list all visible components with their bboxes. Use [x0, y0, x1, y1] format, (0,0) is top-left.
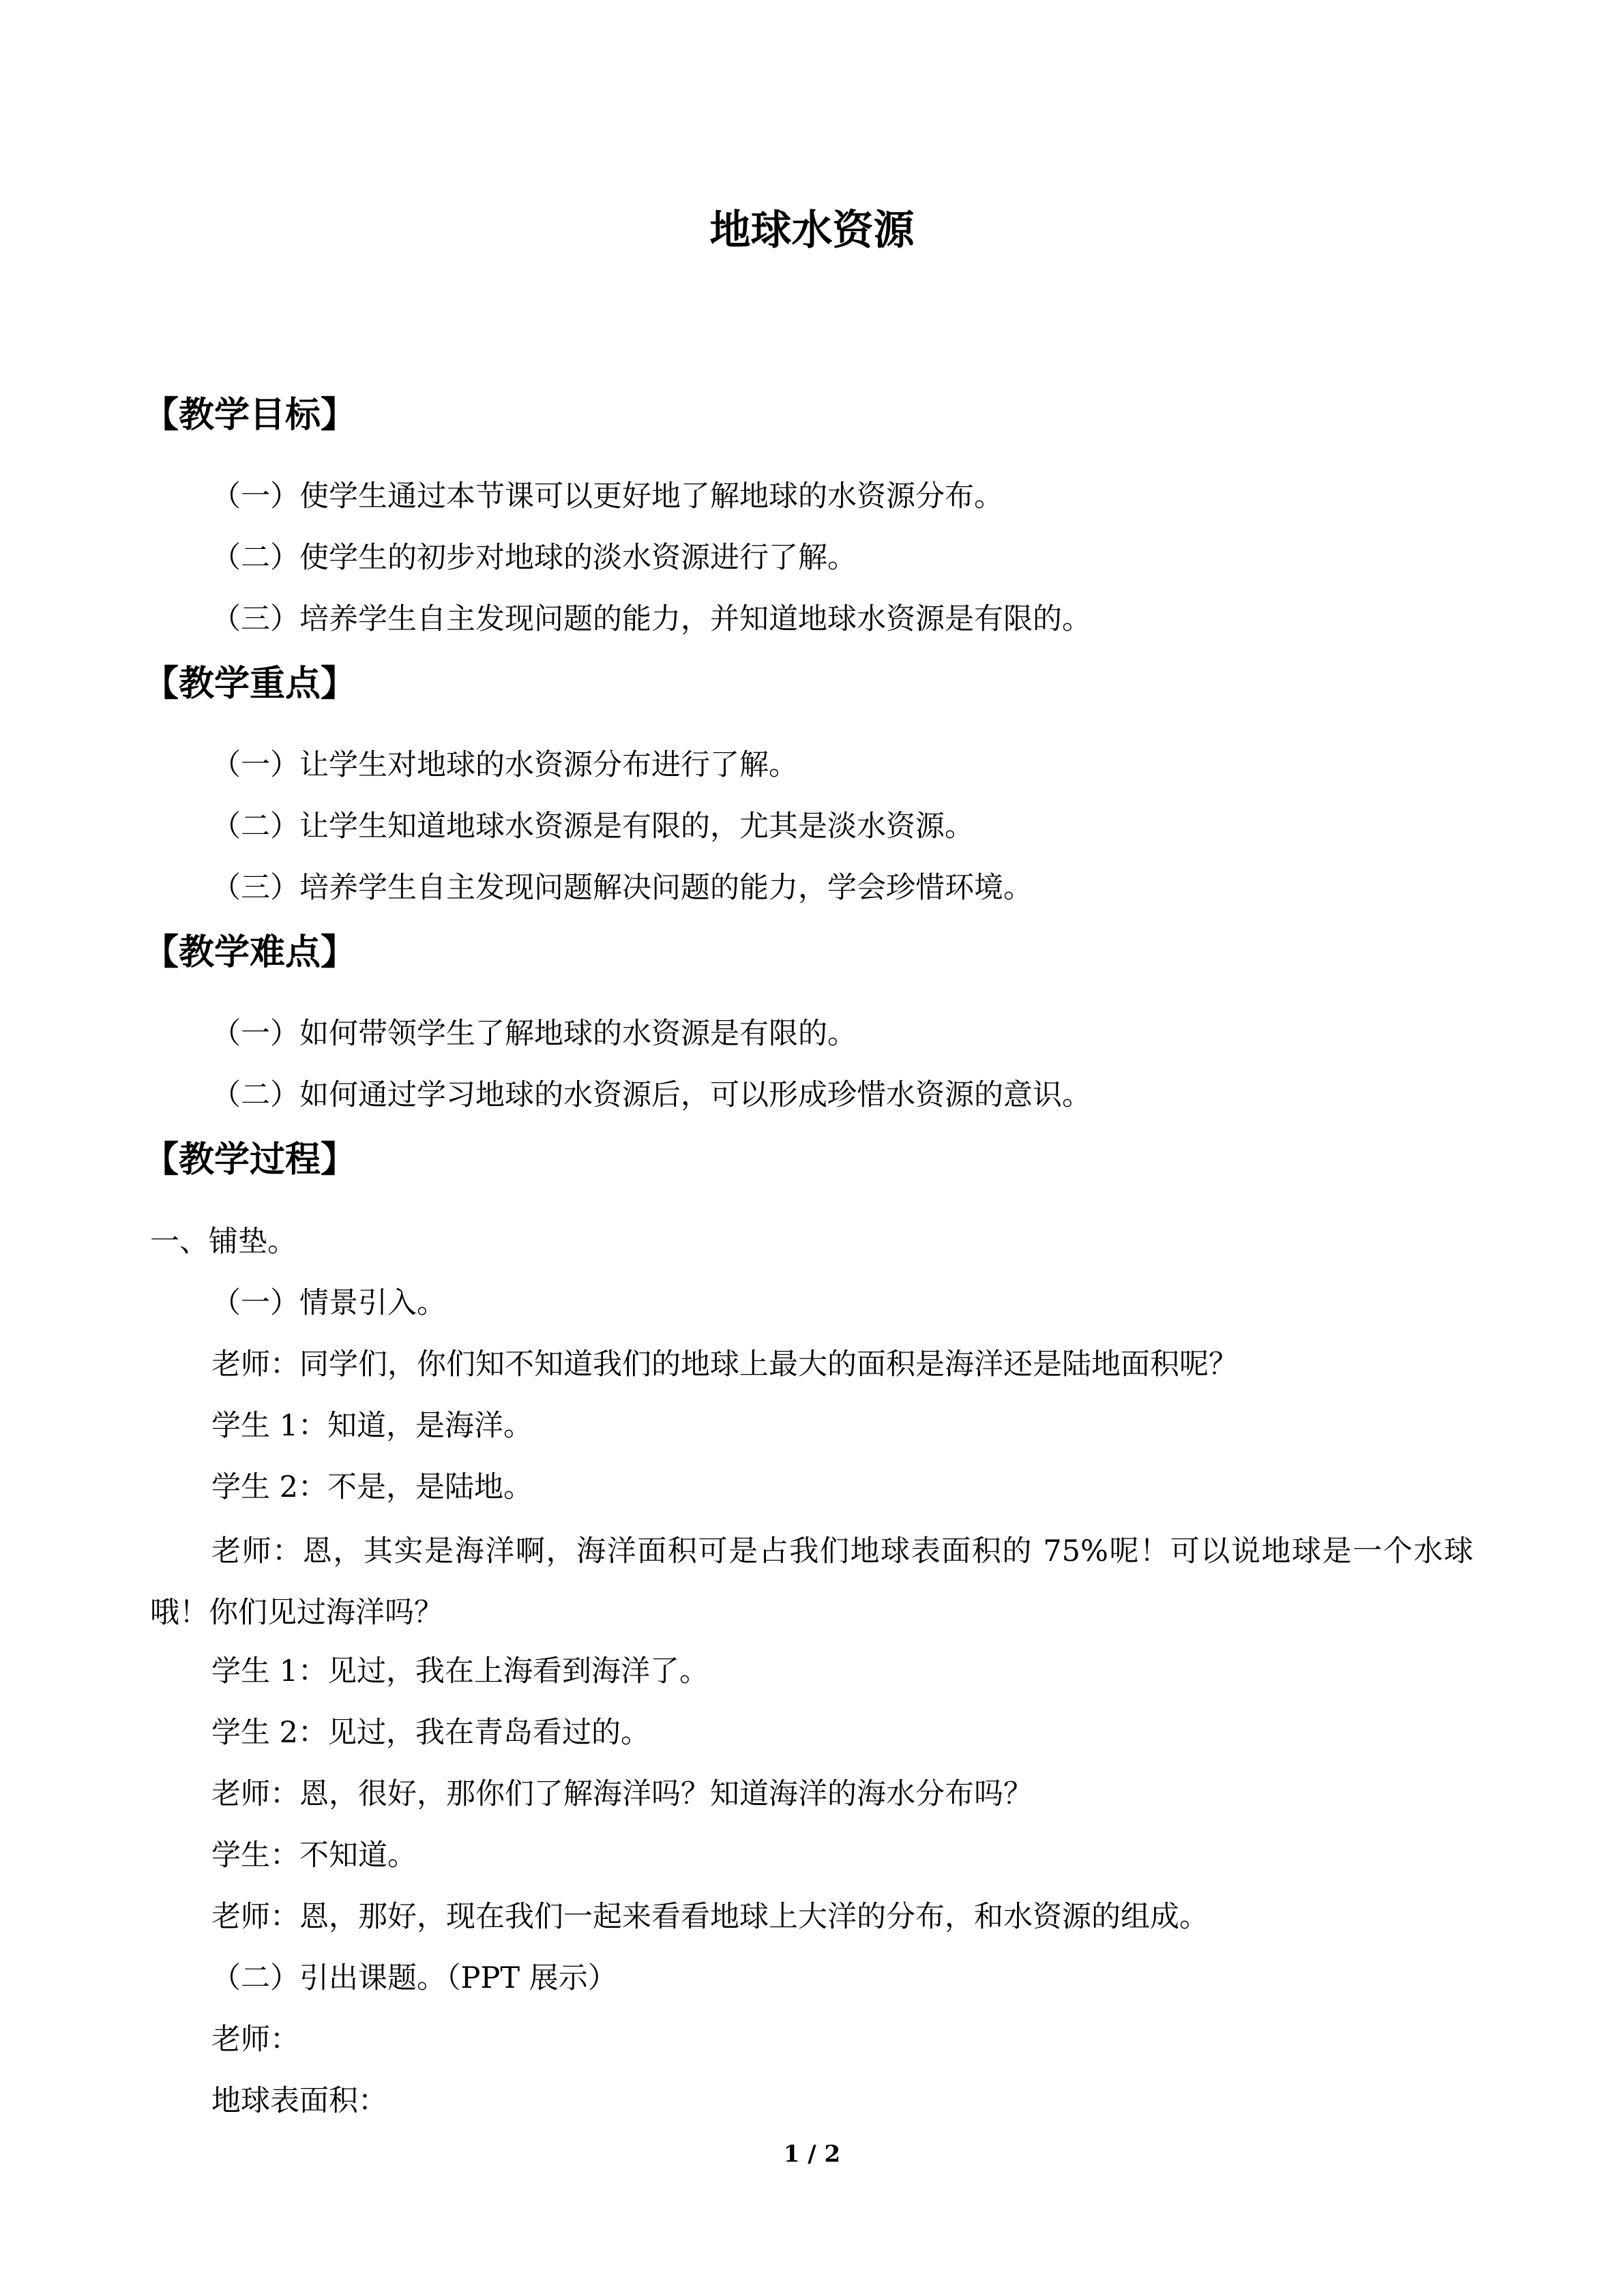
dialogue-line: 学生 1：见过，我在上海看到海洋了。 — [211, 1654, 709, 1688]
process-line: （一）情景引入。 — [211, 1286, 446, 1320]
difficulty-item: （一）如何带领学生了解地球的水资源是有限的。 — [211, 1017, 857, 1051]
dialogue-line: 老师：同学们，你们知不知道我们的地球上最大的面积是海洋还是陆地面积呢？ — [211, 1347, 1238, 1382]
objective-item: （二）使学生的初步对地球的淡水资源进行了解。 — [211, 541, 857, 575]
dialogue-line: 老师： — [211, 2023, 299, 2057]
page-title: 地球水资源 — [709, 207, 915, 254]
dialogue-line: 老师：恩，很好，那你们了解海洋吗？知道海洋的海水分布吗？ — [211, 1777, 1033, 1811]
dialogue-line: 学生 2：见过，我在青岛看过的。 — [211, 1716, 651, 1750]
difficulties-heading: 【教学难点】 — [143, 931, 357, 973]
process-line: （二）引出课题。（PPT 展示） — [211, 1961, 617, 1995]
key-point-item: （三）培养学生自主发现问题解决问题的能力，学会珍惜环境。 — [211, 871, 1033, 905]
objective-item: （三）培养学生自主发现问题的能力，并知道地球水资源是有限的。 — [211, 602, 1091, 636]
difficulty-item: （二）如何通过学习地球的水资源后，可以形成珍惜水资源的意识。 — [211, 1078, 1091, 1112]
dialogue-line: 学生：不知道。 — [211, 1838, 417, 1873]
page-number: 1 / 2 — [783, 2141, 841, 2168]
objective-item: （一）使学生通过本节课可以更好地了解地球的水资源分布。 — [211, 479, 1003, 513]
dialogue-line: 学生 1：知道，是海洋。 — [211, 1409, 533, 1443]
dialogue-line: 老师：恩，那好，现在我们一起来看看地球上大洋的分布，和水资源的组成。 — [211, 1900, 1209, 1934]
objectives-heading: 【教学目标】 — [143, 394, 357, 436]
process-heading: 【教学过程】 — [143, 1139, 357, 1180]
dialogue-paragraph: 老师：恩，其实是海洋啊，海洋面积可是占我们地球表面积的 75%呢！可以说地球是一个水球哦！你们见过海洋吗？ — [150, 1534, 1473, 1630]
process-line: 地球表面积： — [211, 2084, 387, 2118]
key-point-item: （一）让学生对地球的水资源分布进行了解。 — [211, 748, 798, 782]
key-points-heading: 【教学重点】 — [143, 663, 357, 704]
dialogue-line: 学生 2：不是，是陆地。 — [211, 1470, 533, 1504]
key-point-item: （二）让学生知道地球水资源是有限的，尤其是淡水资源。 — [211, 809, 974, 844]
process-step-title: 一、铺垫。 — [150, 1225, 297, 1259]
